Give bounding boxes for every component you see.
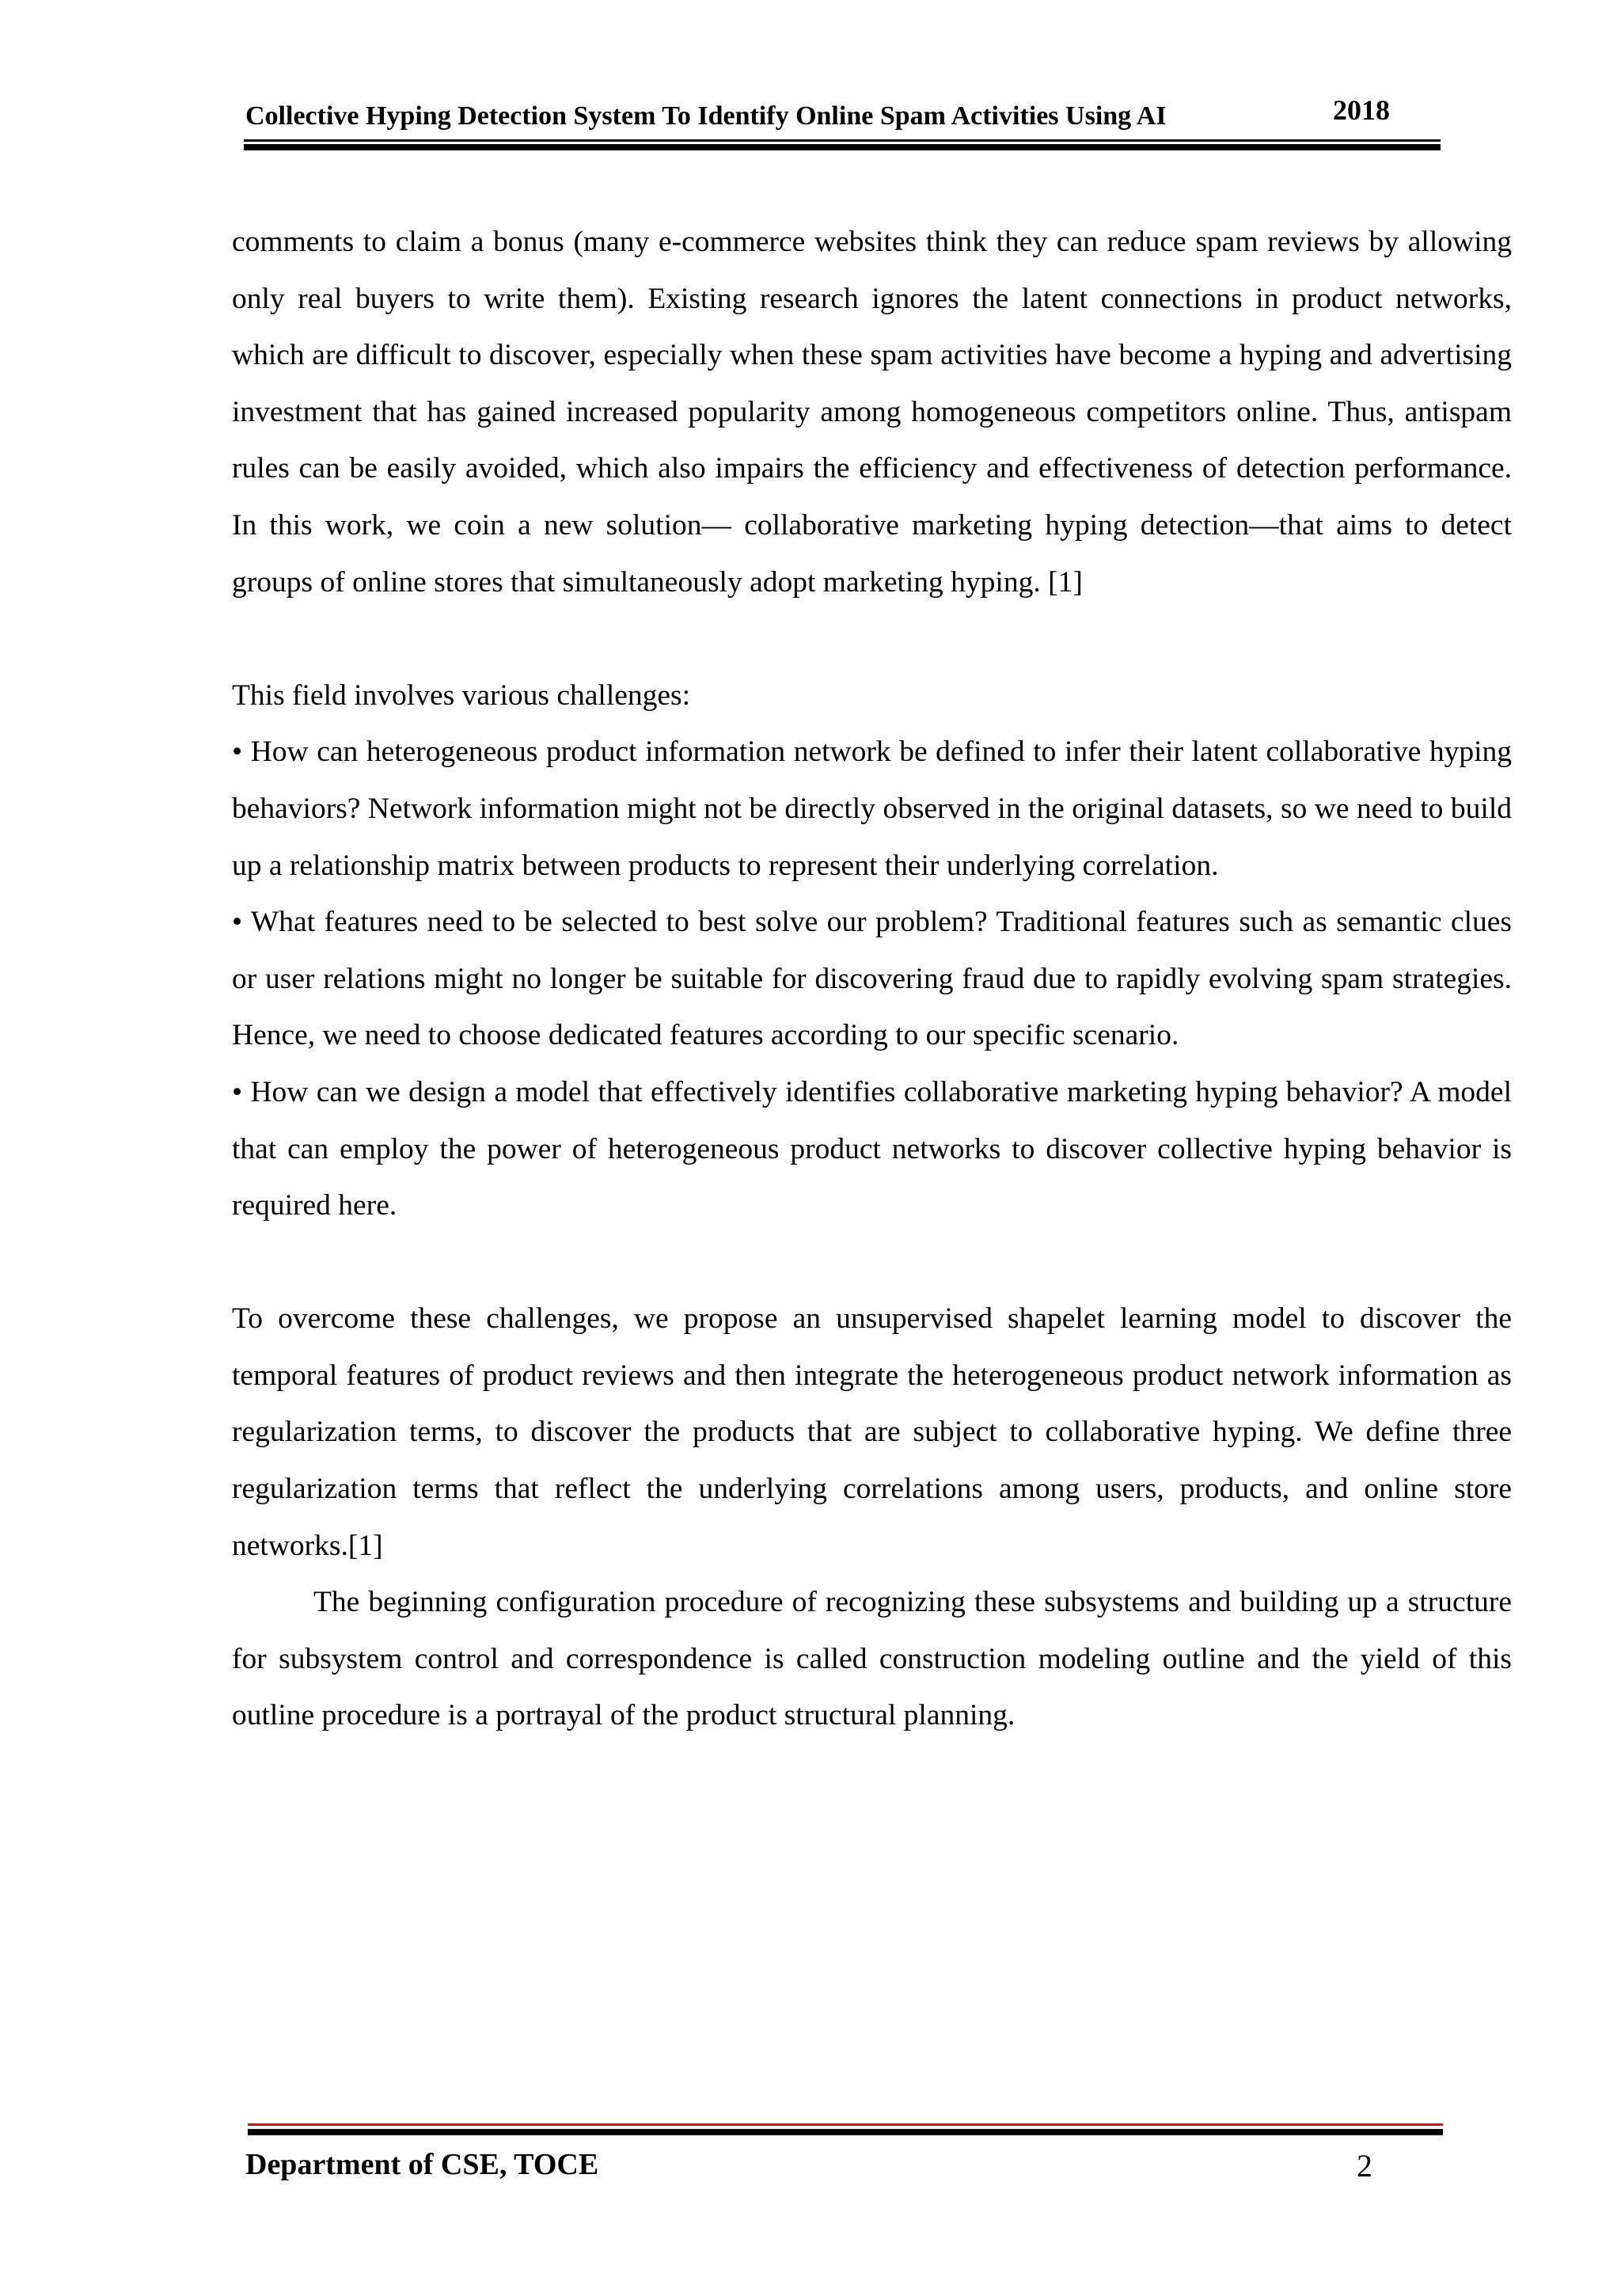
footer-rule-thin (248, 2123, 1443, 2126)
paragraph-intro: comments to claim a bonus (many e-commerce websites think they can reduce spam reviews by allowing only real buyers to write them). Existing research ignores the latent connections in product networks, which are difficult to discover, especially when these spam activities have become a hyping and advertising investment that has gained increased popularity among homogeneous competitors online. Thus, antispam rules can be easily avoided, which also impairs the efficiency and effectiveness of detection performance. In this work, we coin a new solution— collaborative marketing hyping detection—that aims to detect groups of online stores that simultaneously adopt marketing hyping. [1] (232, 226, 1512, 599)
challenges-intro: This field involves various challenges: (232, 679, 691, 712)
bullet-item-1: • How can heterogeneous product information network be defined to infer their latent collaborative hyping behaviors? Network information might not be directly observed in the original datasets, so we need to build up a relationship matrix between products to represent their underlying correlation. (232, 736, 1512, 882)
paragraph-gap (232, 1234, 1512, 1291)
header-rule-thin (244, 139, 1441, 142)
footer-rule-thick (248, 2129, 1443, 2135)
footer-department: Department of CSE, TOCE (245, 2148, 599, 2181)
paragraph-approach: To overcome these challenges, we propose an unsupervised shapelet learning model to discover the temporal features of product reviews and then integrate the heterogeneous product network information as regularization terms, to discover the products that are subject to collaborative hyping. We define three regularization terms that reflect the underlying correlations among users, products, and online store networks.[1] (232, 1302, 1512, 1562)
paragraph-gap (232, 610, 1512, 667)
running-header-year: 2018 (1333, 94, 1390, 126)
body-text (232, 214, 1512, 1744)
header-rule-thick (244, 144, 1441, 150)
running-header-title: Collective Hyping Detection System To Identify Online Spam Activities Using AI (245, 101, 1167, 131)
paragraph-architecture: The beginning configuration procedure of recognizing these subsystems and building up a structure for subsystem control and correspondence is called construction modeling outline and the yield of this outline procedure is a portrayal of the product structural planning. (232, 1586, 1512, 1732)
bullet-item-2: • What features need to be selected to best solve our problem? Traditional features such as semantic clues or user relations might no longer be suitable for discovering fraud due to rapidly evolving spam strategies. Hence, we need to choose dedicated features according to our specific scenario. (232, 906, 1512, 1052)
bullet-item-3: • How can we design a model that effectively identifies collaborative marketing hyping behavior? A model that can employ the power of heterogeneous product networks to discover collective hyping behavior is required here. (232, 1075, 1512, 1222)
page-number: 2 (1357, 2148, 1372, 2184)
